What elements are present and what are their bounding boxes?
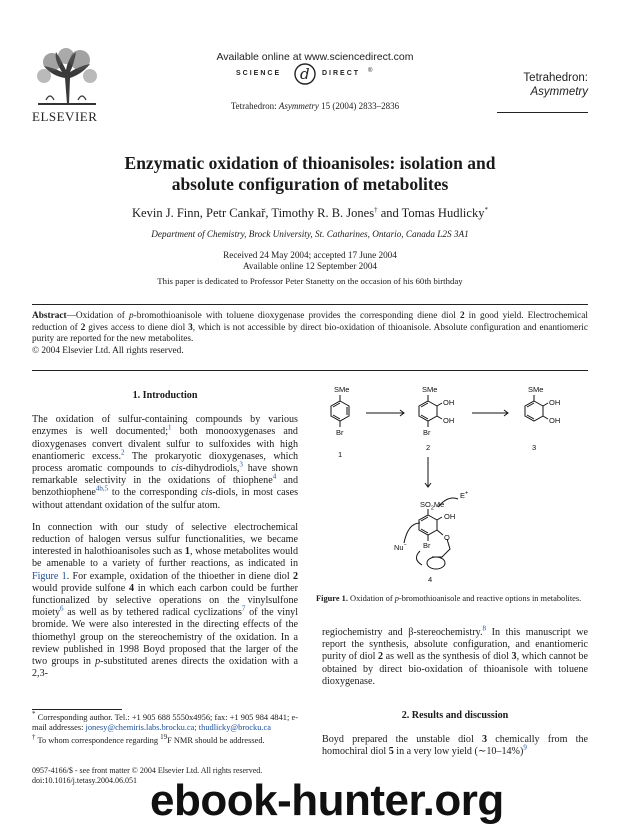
text: The oxidation of sulfur-containing compounds by various enzymes is well documented; — [32, 414, 298, 438]
email-links[interactable]: jonesy@chemiris.labs.brocku.ca; thudlicky@brocku.ca — [85, 723, 271, 733]
ref-link[interactable]: 7 — [241, 604, 246, 613]
abstract-copyright: © 2004 Elsevier Ltd. All rights reserved. — [32, 345, 184, 356]
right-column — [322, 624, 588, 759]
authors-part-a: Kevin J. Finn, Petr Cankař, Timothy R. B. Jones — [132, 206, 375, 220]
compound-4-number: 4 — [428, 575, 433, 584]
compound-ref: 3 — [188, 322, 193, 333]
citation-prefix: Tetrahedron: — [230, 101, 279, 111]
compound-ref: 2 — [378, 651, 384, 663]
section-heading-introduction: 1. Introduction — [132, 390, 198, 401]
journal-name-line1: Tetrahedron: — [523, 72, 588, 84]
compound-2-oh-a: OH — [443, 398, 455, 407]
e-text: E — [460, 491, 466, 500]
text: in a very low yield (∼10–14%) — [393, 746, 524, 758]
compound-4-e — [460, 491, 468, 500]
intro-paragraph-1 — [32, 414, 298, 512]
footnote-text: F NMR should be addressed. — [167, 735, 265, 745]
compound-3-oh-a: OH — [549, 398, 561, 407]
text: in which each carbon could be further functionalized by selective operations on the vinylsulfone moiety — [32, 582, 298, 619]
compound-ref: 2 — [80, 322, 86, 333]
compound-4-oh: OH — [444, 512, 456, 521]
available-online: Available online at www.sciencedirect.com — [216, 51, 414, 63]
compound-4-o: O — [444, 533, 450, 542]
dates — [60, 250, 560, 272]
citation-suffix: 15 (2004) 2833–2836 — [318, 101, 400, 111]
compound-4-bond — [437, 530, 443, 535]
text: to the corresponding — [108, 487, 202, 499]
compound-2-bond — [437, 403, 442, 406]
italic-text: p — [95, 656, 101, 668]
intro-paragraph-2 — [32, 522, 298, 681]
compound-2-br: Br — [423, 428, 431, 437]
text: regiochemistry and β-stereochemistry. — [322, 627, 483, 638]
text: of the vinyl bromide. We were also interested in the directing effects of the thiomethyl group on the stereochemistry of the oxidation. In a review published in 1998 Boyd proposed that the larger of the two groups in — [32, 607, 298, 668]
journal-name-rule — [497, 112, 588, 113]
compound-1-ring — [331, 401, 349, 421]
text: -dihydrodiols, — [182, 463, 240, 475]
dedication: This paper is dedicated to Professor Peter Stanetty on the occasion of his 60th birthday — [157, 276, 463, 286]
abstract-text: gives access to diene diol — [85, 322, 189, 333]
text: , which cannot be obtained by direct bio-oxidation of thioanisole with toluene dioxygenase. — [322, 651, 588, 687]
compound-1-double — [333, 403, 340, 407]
ref-link[interactable]: 8 — [482, 624, 487, 633]
right-paragraph-2 — [322, 734, 588, 758]
compound-2-sme: SMe — [422, 385, 438, 394]
caption-label: Figure 1. — [316, 594, 348, 603]
sd-left-text: SCIENCE — [236, 70, 282, 77]
abstract — [32, 311, 588, 357]
footnote-mark: * — [32, 710, 36, 719]
curved-arrow-br — [416, 551, 422, 565]
compound-4-ring — [419, 515, 437, 535]
compound-4-double — [421, 517, 428, 521]
abstract-text: in good yield. Electrochemical reduction of — [32, 311, 588, 333]
left-column — [32, 390, 298, 680]
right-paragraph-1 — [322, 624, 588, 688]
compound-2-ring — [419, 401, 437, 421]
caption-text: -bromothioanisole and reactive options in metabolites. — [398, 594, 582, 603]
italic-text: cis — [171, 463, 183, 475]
ref-link[interactable]: 4 — [272, 472, 277, 481]
compound-2-double — [421, 415, 428, 419]
elsevier-logo — [32, 48, 102, 124]
ref-link[interactable]: 4b,5 — [95, 485, 109, 494]
compound-4-nu — [394, 543, 407, 552]
journal-name-line2: Asymmetry — [530, 86, 588, 98]
abstract-italic-p: p — [128, 311, 134, 321]
abstract-bottom-rule — [32, 370, 588, 371]
compound-3-ring — [525, 401, 543, 421]
italic-text: cis — [201, 487, 213, 499]
compound-1-sme: SMe — [334, 385, 350, 394]
ref-link[interactable]: 6 — [60, 604, 64, 613]
citation — [180, 101, 450, 111]
compound-3-bond — [543, 403, 548, 406]
title-line-2: absolute configuration of metabolites — [171, 174, 449, 194]
compound-1-br: Br — [336, 428, 344, 437]
figure-1-caption — [316, 594, 588, 604]
compound-4-bond — [437, 517, 442, 520]
figure-1-structures — [316, 383, 588, 583]
footnote-sup: 19 — [160, 733, 168, 742]
text: as well as the synthesis of diol — [383, 651, 512, 663]
section-heading-results: 2. Results and discussion — [401, 710, 509, 722]
text: as well as by tethered radical cyclizations — [63, 607, 242, 619]
sd-right-text: DIRECT — [322, 70, 361, 77]
compound-4-double — [421, 529, 428, 533]
text: , whose metabolites would be amenable to a variety of further reactions, as indicated in — [32, 546, 298, 570]
compound-ref: 1 — [184, 546, 190, 558]
svg-text:d: d — [300, 65, 310, 83]
compound-3-bond — [543, 416, 548, 419]
issn-line: 0957-4166/$ - see front matter © 2004 Elsevier Ltd. All rights reserved. — [32, 766, 263, 775]
text: In connection with our study of selective electrochemical reduction of halogen versus sulfur functionalities, we became interested in halothioanisoles such as — [32, 521, 298, 558]
ref-link[interactable]: 1 — [168, 424, 172, 433]
compound-ref: 2 — [459, 311, 465, 321]
compound-2-bond — [437, 416, 442, 419]
footnote-rule — [32, 709, 122, 710]
footnote-text: To whom correspondence regarding — [35, 735, 161, 745]
so-subscript: 2 — [430, 505, 434, 512]
me-text: Me — [433, 500, 445, 509]
abstract-text: , which is not accessible by direct bio-oxidation of thioanisole. Absolute configuration and enantiomeric purity are reported for the new metabolites. — [32, 322, 588, 345]
available-date: Available online 12 September 2004 — [242, 261, 378, 271]
author-dagger: † — [374, 205, 378, 214]
text: Boyd prepared the unstable diol — [322, 734, 483, 746]
text: -substituted arenes directs the oxidation with a 2,3- — [32, 656, 298, 680]
text: have shown remarkable selectivity in the oxidations of thiophene — [32, 463, 298, 487]
journal-name — [500, 71, 588, 99]
compound-2-oh-b: OH — [443, 416, 455, 425]
compound-3-sme: SMe — [528, 385, 544, 394]
nu-charge: − — [403, 542, 407, 549]
compound-3-number: 3 — [532, 443, 537, 452]
footnotes — [32, 710, 298, 746]
sciencedirect-logo — [232, 62, 392, 86]
footnote-mark: † — [32, 733, 36, 742]
compound-1-double — [333, 415, 340, 419]
authors — [60, 206, 560, 221]
footnote-text: Corresponding author. Tel.: +1 905 688 5550x4956; fax: +1 905 984 4841; e-mail addresses: — [32, 713, 298, 733]
elsevier-tree-icon — [32, 48, 102, 106]
text: In this manuscript we report the synthesis, absolute configuration, and enantiomeric purity of diol — [322, 627, 588, 663]
compound-ref: 3 — [482, 734, 488, 746]
article-title — [60, 153, 560, 195]
nu-text: Nu — [394, 543, 404, 552]
text: chemically from the homochiral diol — [322, 734, 588, 758]
compound-ref: 3 — [511, 651, 517, 663]
abstract-text: —Oxidation of — [66, 311, 129, 321]
compound-3-double — [527, 403, 534, 407]
sd-at-icon — [292, 62, 318, 86]
ref-link[interactable]: 3 — [239, 460, 243, 469]
compound-ref: 2 — [292, 570, 298, 582]
curved-arrow-nu — [404, 523, 420, 543]
compound-3-double — [527, 415, 534, 419]
so-text: SO — [420, 500, 431, 509]
abstract-label: Abstract — [32, 311, 67, 321]
compound-ref: 5 — [388, 746, 394, 758]
affiliation: Department of Chemistry, Brock University, St. Catharines, Ontario, Canada L2S 3A1 — [151, 229, 469, 239]
text: and benzothiophene — [32, 475, 298, 499]
footnote-dagger — [32, 733, 298, 746]
publisher-name: ELSEVIER — [32, 109, 98, 124]
compound-3-oh-b: OH — [549, 416, 561, 425]
sd-registered: ® — [368, 68, 373, 74]
abstract-top-rule — [32, 304, 588, 305]
ref-link[interactable]: 2 — [121, 448, 125, 457]
abstract-text: -bromothioanisole with toluene dioxygenase provides the corresponding diene diol — [133, 311, 460, 321]
watermark: ebook-hunter.org — [150, 776, 504, 825]
title-line-1: Enzymatic oxidation of thioanisoles: isolation and — [124, 153, 496, 173]
ref-link[interactable]: 9 — [523, 744, 527, 753]
author-star: * — [484, 205, 488, 214]
caption-italic: p — [394, 594, 399, 603]
text: . For example, oxidation of the thioether in diene diol — [66, 570, 293, 582]
text: both monooxygenases and dioxygenases convert divalent sulfur to sulfoxides with high enantiomeric excess. — [32, 426, 298, 462]
text: The prokaryotic dioxygenases, which process aromatic compounds to — [32, 450, 299, 475]
compound-2-double — [421, 403, 428, 407]
compound-4-br: Br — [423, 541, 431, 550]
received-date: Received 24 May 2004; accepted 17 June 2004 — [223, 250, 397, 260]
caption-text: Oxidation of — [347, 594, 395, 603]
figure-1 — [316, 383, 588, 613]
text: -diols, in most cases without attendant oxidation of the sulfur atom. — [32, 487, 298, 511]
figure-link[interactable]: Figure 1 — [32, 570, 67, 582]
footnote-corresponding — [32, 710, 298, 734]
text: would provide sulfone — [32, 582, 129, 594]
doi-line: doi:10.1016/j.tetasy.2004.06.051 — [32, 776, 138, 785]
compound-2-number: 2 — [426, 443, 431, 452]
authors-part-b: and Tomas Hudlicky — [377, 206, 485, 220]
compound-4-tether-ring — [427, 557, 445, 569]
compound-ref: 4 — [128, 582, 135, 594]
compound-4-so2me — [420, 500, 444, 512]
citation-journal: Asymmetry — [278, 101, 319, 111]
compound-1-number: 1 — [338, 450, 343, 459]
e-charge: + — [465, 490, 469, 497]
